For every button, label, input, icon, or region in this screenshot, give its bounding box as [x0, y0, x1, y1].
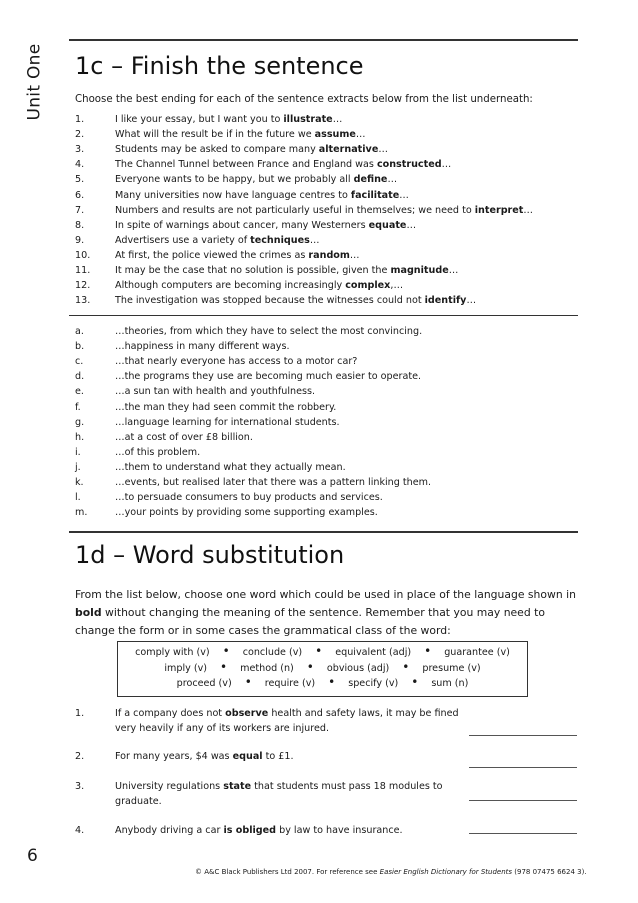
ending-text: …to persuade consumers to buy products and services. — [115, 492, 383, 504]
item-number: 8. — [75, 219, 85, 231]
word-option: conclude (v) — [242, 647, 303, 658]
sentence-ending-item — [75, 356, 585, 371]
sentence-ending-item — [75, 386, 585, 401]
item-keyword: assume — [314, 129, 356, 141]
ending-letter: m. — [75, 507, 88, 519]
question-number: 1. — [75, 708, 85, 719]
question-text — [115, 749, 465, 764]
section-1c-mid-rule — [69, 315, 578, 316]
unit-label: Unit One — [25, 43, 45, 121]
item-keyword: facilitate — [350, 189, 400, 201]
copyright-footer — [0, 868, 638, 876]
sentence-extract-item — [75, 250, 585, 265]
question-text-before: University regulations — [115, 781, 224, 792]
item-text-after: … — [378, 144, 388, 156]
question-text-before: For many years, $4 was — [115, 751, 233, 762]
item-text-after: … — [406, 219, 417, 231]
bullet-separator: • — [315, 644, 323, 658]
item-number: 6. — [75, 189, 85, 201]
ending-letter: d. — [75, 371, 85, 383]
ending-letter: g. — [75, 416, 85, 428]
sentence-extract-item — [75, 235, 585, 250]
item-text — [115, 159, 585, 170]
ending-letter: j. — [75, 461, 81, 473]
question-number: 4. — [75, 825, 85, 836]
item-text — [115, 144, 585, 155]
item-text-before: In spite of warnings about cancer, many Westerners — [115, 219, 369, 231]
question-text-before: Anybody driving a car — [115, 825, 224, 836]
section-1d-title: 1d – Word substitution — [75, 541, 345, 569]
question-text-after: by law to have insurance. — [276, 825, 403, 836]
sentence-extract-item — [75, 295, 585, 310]
ending-text: …theories, from which they have to select the most convincing. — [115, 326, 423, 337]
item-text — [115, 220, 585, 231]
sentence-extract-item — [75, 265, 585, 280]
item-number: 1. — [75, 114, 85, 125]
section-1d-top-rule — [69, 531, 578, 533]
bullet-separator: • — [244, 675, 252, 689]
item-number: 13. — [75, 295, 91, 307]
ending-text: …events, but realised later that there was a pattern linking them. — [115, 477, 432, 488]
item-keyword: techniques — [250, 234, 310, 246]
item-keyword: complex — [345, 280, 391, 292]
question-keyword: equal — [232, 751, 263, 762]
sentence-ending-item — [75, 402, 585, 417]
question-keyword: state — [223, 781, 252, 792]
item-text — [115, 265, 585, 276]
item-keyword: illustrate — [283, 114, 333, 125]
item-text-after: … — [523, 204, 533, 216]
ending-text: …at a cost of over £8 billion. — [115, 431, 253, 443]
item-text-before: What will the result be if in the future we — [115, 129, 315, 141]
word-list-box — [117, 641, 528, 697]
sentence-ending-item — [75, 447, 585, 462]
question-text-after: health and safety laws, it may be fined very heavily if any of its workers are injured. — [115, 708, 459, 734]
answer-blank-line[interactable] — [469, 833, 577, 834]
word-option: guarantee (v) — [444, 647, 510, 658]
sentence-ending-item — [75, 417, 585, 432]
item-text-before: Everyone wants to be happy, but we probably all — [115, 174, 354, 186]
item-number: 10. — [75, 249, 91, 261]
item-text-before: The Channel Tunnel between France and England was — [115, 159, 377, 171]
word-option: comply with (v) — [135, 647, 210, 658]
item-keyword: magnitude — [390, 265, 449, 276]
sentence-extract-item — [75, 114, 585, 129]
section-1d-instruction — [75, 586, 587, 640]
question-text-before: If a company does not — [115, 708, 226, 719]
footer-dictionary-title: Easier English Dictionary for Students — [379, 868, 513, 876]
word-option: equivalent (adj) — [335, 647, 412, 658]
instruction-part2: without changing the meaning of the sentence. Remember that you may need to change the form or in some cases the grammatical class of the word: — [75, 606, 545, 637]
sentence-extract-item — [75, 220, 585, 235]
sentence-ending-item — [75, 477, 585, 492]
item-text-before: At first, the police viewed the crimes as — [115, 249, 309, 261]
ending-letter: l. — [75, 492, 81, 504]
word-option: require (v) — [264, 678, 316, 689]
item-number: 5. — [75, 174, 85, 186]
item-keyword: constructed — [376, 159, 442, 171]
sentence-extract-item — [75, 190, 585, 205]
word-option: specify (v) — [348, 678, 399, 689]
ending-letter: c. — [75, 356, 84, 368]
item-text — [115, 280, 585, 291]
ending-letter: h. — [75, 431, 85, 443]
ending-text: …of this problem. — [115, 446, 201, 458]
sentence-ending-item — [75, 492, 585, 507]
instruction-bold: bold — [75, 606, 102, 619]
answer-blank-line[interactable] — [469, 800, 577, 801]
sentence-ending-item — [75, 507, 585, 522]
item-number: 9. — [75, 234, 85, 246]
sentence-ending-item — [75, 326, 585, 341]
bullet-separator: • — [328, 675, 336, 689]
bullet-separator: • — [424, 644, 432, 658]
ending-text: …the man they had seen commit the robbery. — [115, 401, 337, 413]
question-number: 2. — [75, 751, 85, 762]
ending-letter: k. — [75, 477, 84, 488]
item-keyword: define — [353, 174, 388, 186]
sentence-ending-item — [75, 341, 585, 356]
sentence-extract-item — [75, 144, 585, 159]
sentence-ending-item — [75, 432, 585, 447]
item-text — [115, 190, 585, 201]
item-text-before: Advertisers use a variety of — [115, 234, 251, 246]
item-text-before: Students may be asked to compare many — [115, 144, 319, 156]
item-keyword: interpret — [474, 204, 524, 216]
item-keyword: random — [308, 249, 350, 261]
bullet-separator: • — [306, 659, 314, 674]
bullet-separator: • — [220, 659, 228, 674]
footer-suffix: (978 07475 6624 3). — [512, 868, 587, 876]
item-text-before: Numbers and results are not particularly useful in themselves; we need to — [115, 204, 475, 216]
word-option: obvious (adj) — [326, 662, 390, 674]
item-text-before: It may be the case that no solution is possible, given the — [115, 265, 391, 276]
word-list-line — [118, 661, 527, 677]
question-text — [115, 779, 465, 809]
item-text-after: ,… — [390, 280, 404, 292]
item-keyword: equate — [368, 219, 407, 231]
ending-letter: b. — [75, 341, 85, 353]
question-number: 3. — [75, 781, 85, 792]
item-keyword: alternative — [318, 144, 379, 156]
item-text-before: I like your essay, but I want you to — [115, 114, 284, 125]
item-text-after: … — [448, 265, 459, 276]
sentence-extract-item — [75, 205, 585, 220]
question-keyword: observe — [225, 708, 269, 719]
item-number: 3. — [75, 144, 85, 156]
question-text-after: to £1. — [262, 751, 294, 762]
item-text — [115, 205, 585, 216]
ending-letter: i. — [75, 446, 81, 458]
bullet-separator: • — [411, 675, 419, 689]
ending-letter: e. — [75, 386, 84, 398]
answer-blank-line[interactable] — [469, 767, 577, 768]
word-list-line — [118, 645, 527, 661]
item-number: 12. — [75, 280, 91, 292]
page-number: 6 — [27, 846, 38, 866]
question-text — [115, 706, 465, 736]
bullet-separator: • — [222, 644, 230, 658]
item-number: 7. — [75, 204, 85, 216]
footer-prefix: © A&C Black Publishers Ltd 2007. For reference see — [195, 868, 380, 876]
item-number: 4. — [75, 159, 85, 171]
section-1c-top-rule — [69, 39, 578, 41]
ending-text: …the programs they use are becoming much easier to operate. — [115, 371, 422, 383]
sentence-extract-item — [75, 174, 585, 189]
word-list-line — [118, 676, 527, 692]
sentence-extract-item — [75, 159, 585, 174]
instruction-part1: From the list below, choose one word which could be used in place of the language shown in — [75, 588, 576, 601]
section-1c-title: 1c – Finish the sentence — [75, 52, 364, 80]
ending-text: …happiness in many different ways. — [115, 341, 290, 353]
item-text-before: The investigation was stopped because the witnesses could not — [115, 295, 425, 307]
question-text-after: that students must pass 18 modules to graduate. — [115, 781, 443, 807]
item-text-after: … — [309, 234, 320, 246]
word-option: method (n) — [240, 662, 294, 674]
sentence-ending-item — [75, 371, 585, 386]
item-text-after: … — [387, 174, 398, 186]
ending-text: …that nearly everyone has access to a motor car? — [115, 356, 358, 368]
item-text-after: … — [355, 129, 366, 141]
section-1c-instruction: Choose the best ending for each of the sentence extracts below from the list underneath: — [75, 94, 533, 105]
item-text-after: … — [332, 114, 343, 125]
word-option: imply (v) — [164, 662, 208, 674]
item-keyword: identify — [424, 295, 467, 307]
sentence-extract-item — [75, 280, 585, 295]
item-text — [115, 250, 585, 261]
item-text — [115, 174, 585, 185]
ending-text: …your points by providing some supporting examples. — [115, 507, 378, 519]
answer-blank-line[interactable] — [469, 735, 577, 736]
unit-tab — [22, 40, 48, 124]
sentence-ending-item — [75, 462, 585, 477]
sentence-extract-item — [75, 129, 585, 144]
ending-letter: f. — [75, 401, 81, 413]
item-text-before: Although computers are becoming increasingly — [115, 280, 346, 292]
item-number: 2. — [75, 129, 85, 141]
item-number: 11. — [75, 265, 91, 276]
word-option: presume (v) — [422, 662, 481, 674]
word-option: proceed (v) — [176, 678, 232, 689]
item-text — [115, 114, 585, 125]
item-text-after: … — [399, 189, 409, 201]
item-text-after: … — [349, 249, 360, 261]
ending-text: …language learning for international students. — [115, 416, 340, 428]
question-text — [115, 823, 465, 838]
ending-text: …them to understand what they actually mean. — [115, 461, 346, 473]
ending-letter: a. — [75, 326, 84, 337]
item-text — [115, 235, 585, 246]
item-text-after: … — [466, 295, 477, 307]
item-text — [115, 295, 585, 306]
bullet-separator: • — [402, 659, 410, 674]
item-text-before: Many universities now have language centres to — [115, 189, 351, 201]
ending-text: …a sun tan with health and youthfulness. — [115, 386, 316, 398]
question-keyword: is obliged — [223, 825, 277, 836]
item-text-after: … — [441, 159, 452, 171]
item-text — [115, 129, 585, 140]
word-option: sum (n) — [431, 678, 469, 689]
